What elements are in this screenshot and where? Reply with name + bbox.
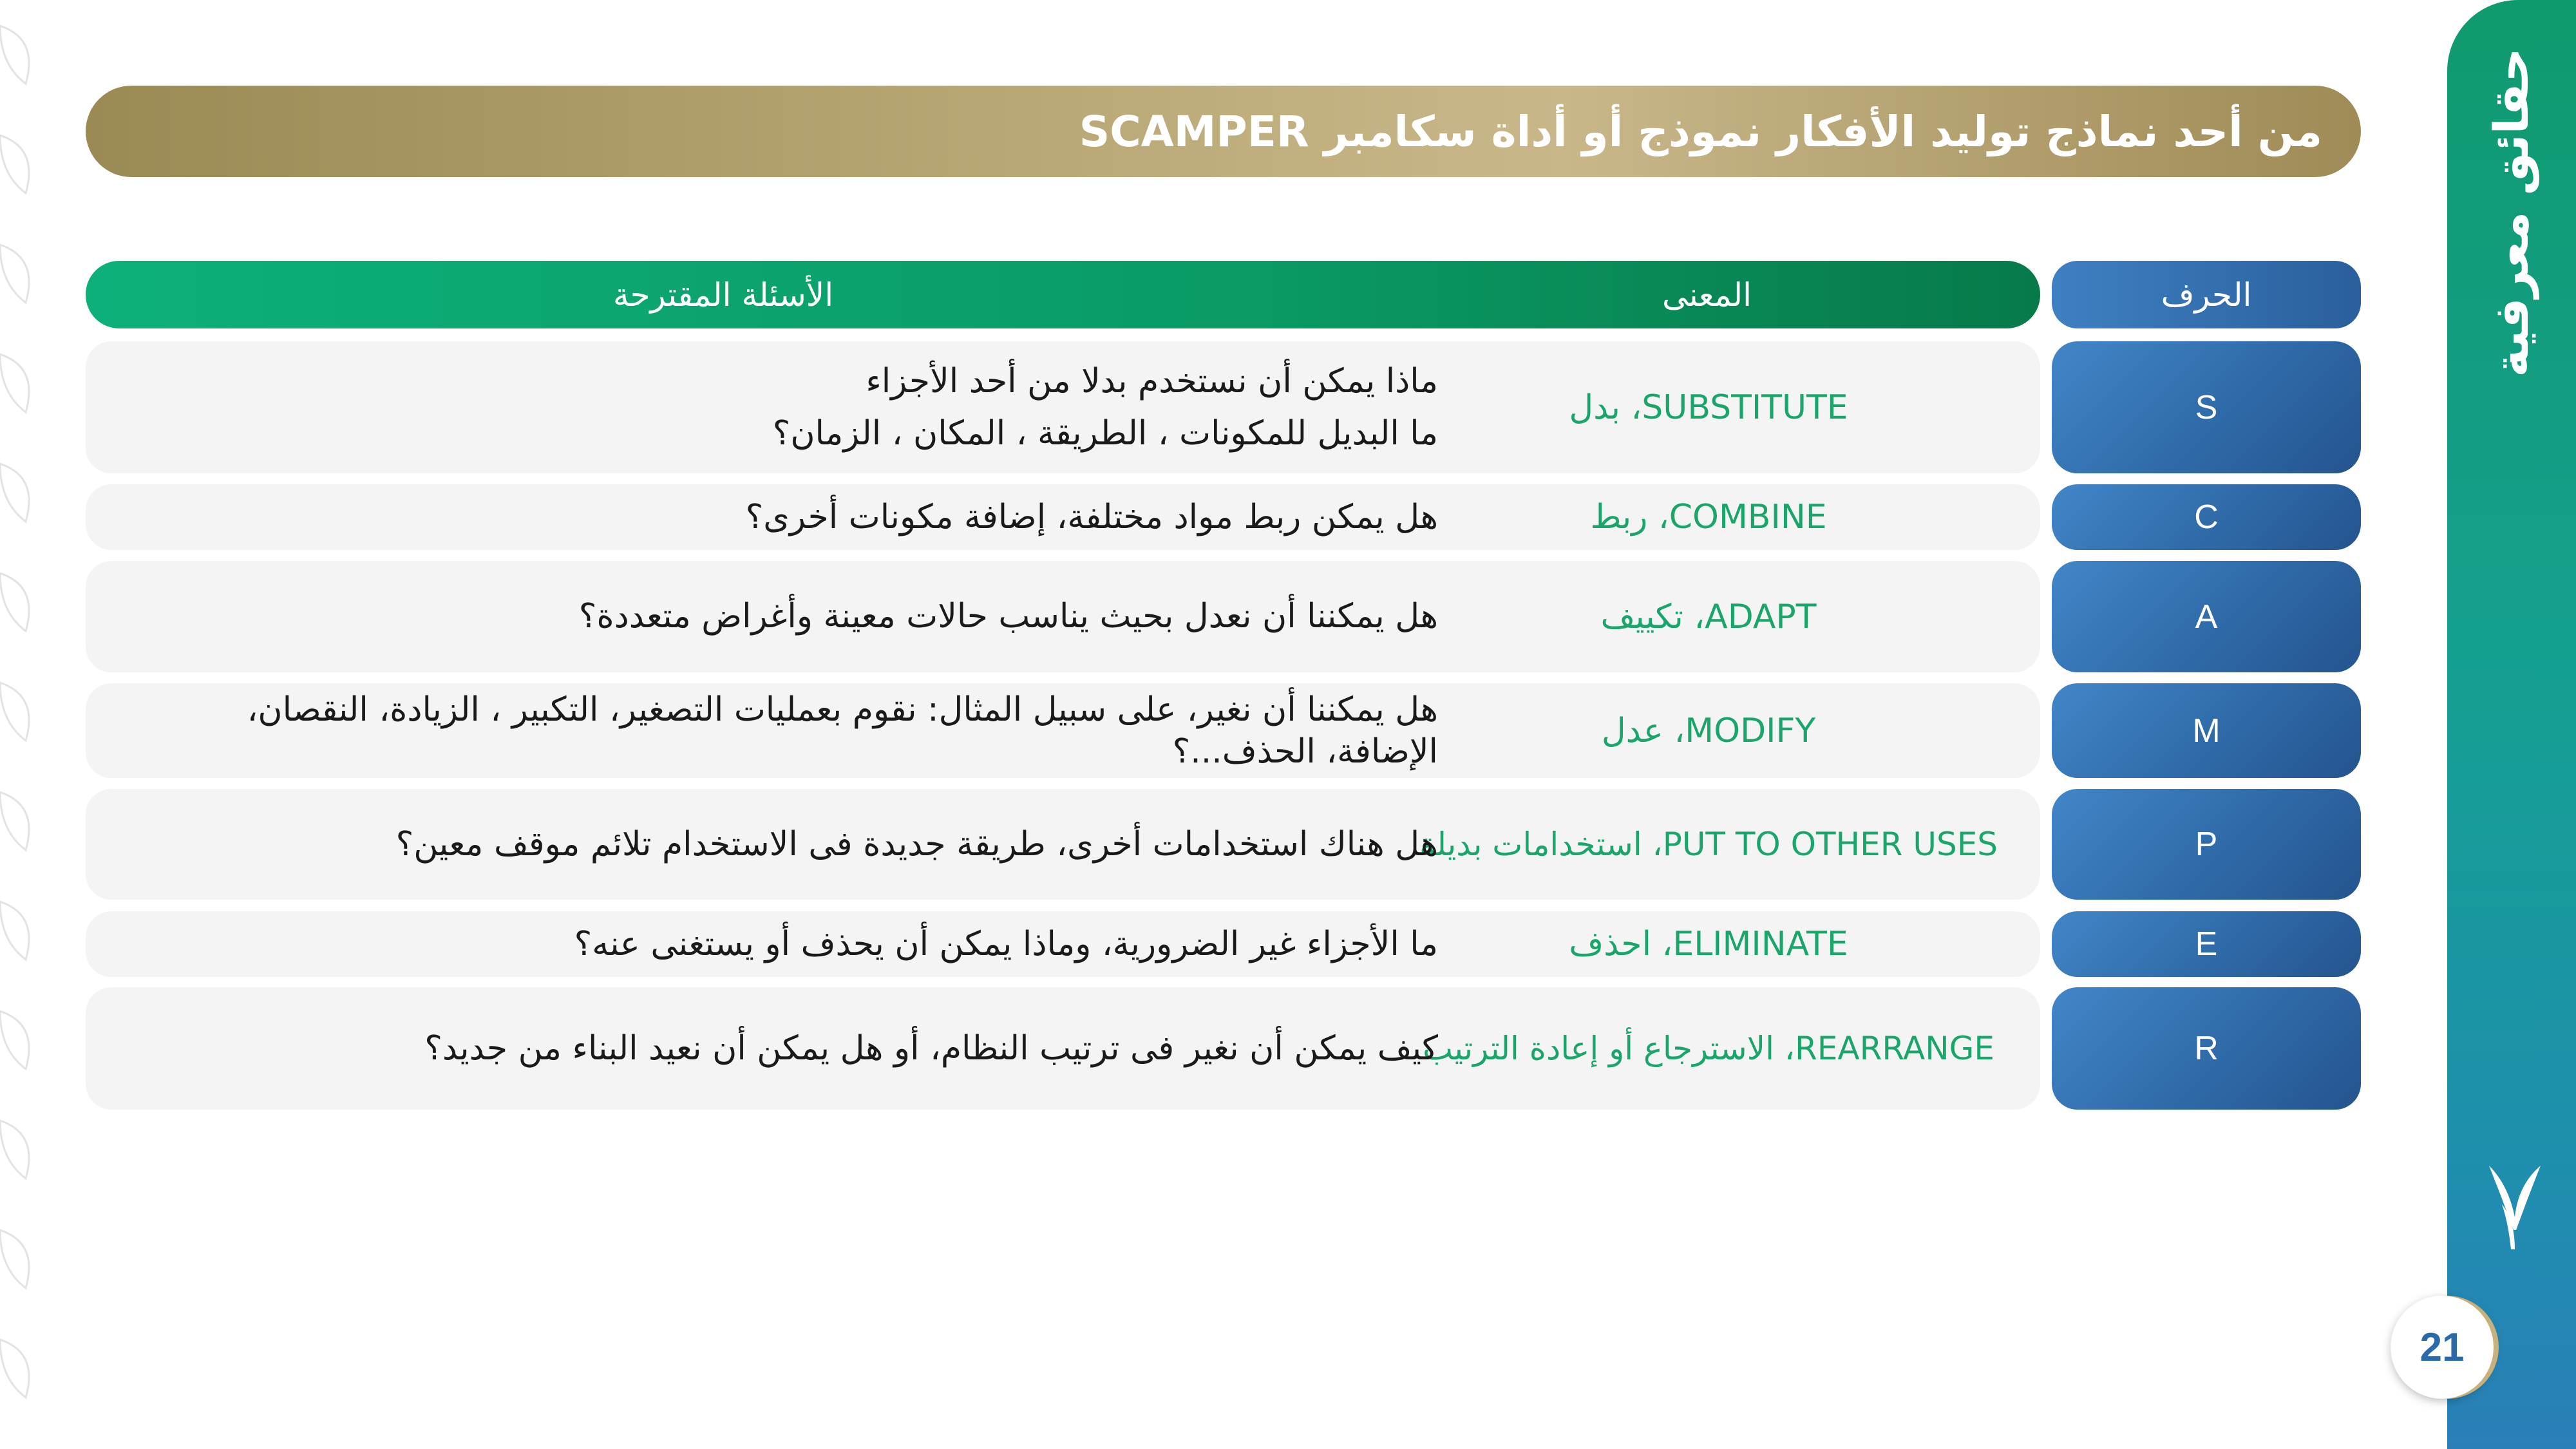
row-meaning: REARRANGE، الاسترجاع أو إعادة الترتيب [1423,1030,1994,1067]
question-line: هل يمكننا أن نغير، على سبيل المثال: نقوم بعمليات التصغير، التكبير ، الزيادة، النقصان، [247,690,1438,729]
row-letter: C [2052,484,2361,550]
row-meaning: ELIMINATE، احذف [1569,925,1848,963]
header-questions: الأسئلة المقترحة [612,276,834,314]
page-title: من أحد نماذج توليد الأفكار نموذج أو أداة سكامبر SCAMPER [1079,106,2322,156]
page-number-badge: 21 [2391,1296,2494,1399]
question-line: كيف يمكن أن نغير فى ترتيب النظام، أو هل يمكن أن نعيد البناء من جديد؟ [424,1028,1438,1068]
table-row [86,987,2361,1110]
row-meaning: MODIFY، عدل [1601,711,1816,750]
row-questions [176,341,1438,473]
row-questions [176,987,1438,1110]
title-banner [86,86,2361,177]
question-line: ماذا يمكن أن نستخدم بدلا من أحد الأجزاء [866,361,1438,401]
header-letter: الحرف [2052,261,2361,328]
row-letter: R [2052,987,2361,1110]
question-line: ما الأجزاء غير الضرورية، وماذا يمكن أن يحذف أو يستغنى عنه؟ [574,924,1438,963]
row-letter: M [2052,683,2361,778]
header-green-band [86,261,2040,328]
row-letter: A [2052,561,2361,672]
question-line: ما البديل للمكونات ، الطريقة ، المكان ، الزمان؟ [772,413,1438,453]
question-line: هل يمكن ربط مواد مختلفة، إضافة مكونات أخرى؟ [745,497,1438,536]
question-line: الإضافة، الحذف...؟ [1172,732,1438,771]
row-meaning: ADAPT، تكييف [1600,597,1817,636]
table-header-row [86,261,2361,328]
leaf-logo-icon [2483,1159,2547,1256]
row-meaning: COMBINE، ربط [1590,498,1827,536]
header-meaning: المعنى [1662,276,1752,314]
table-row [86,911,2361,977]
row-letter: E [2052,911,2361,977]
question-line: هل هناك استخدامات أخرى، طريقة جديدة فى الاستخدام تلائم موقف معين؟ [395,824,1438,864]
table-row [86,561,2361,672]
question-line: هل يمكننا أن نعدل بحيث يناسب حالات معينة وأغراض متعددة؟ [578,597,1438,636]
table-row [86,683,2361,778]
row-questions [176,484,1438,550]
row-letter: S [2052,341,2361,473]
row-meaning: PUT TO OTHER USES، استخدامات بديلة [1419,826,1998,863]
row-questions [176,789,1438,900]
leaf-pattern-decoration [0,0,52,1449]
table-row [86,789,2361,900]
table-row [86,484,2361,550]
side-label: حقائق معرفية [2484,48,2540,377]
row-questions [176,561,1438,672]
table-row [86,341,2361,473]
row-letter: P [2052,789,2361,900]
row-questions [176,911,1438,977]
row-questions [176,683,1438,778]
row-meaning: SUBSTITUTE، بدل [1569,388,1848,427]
